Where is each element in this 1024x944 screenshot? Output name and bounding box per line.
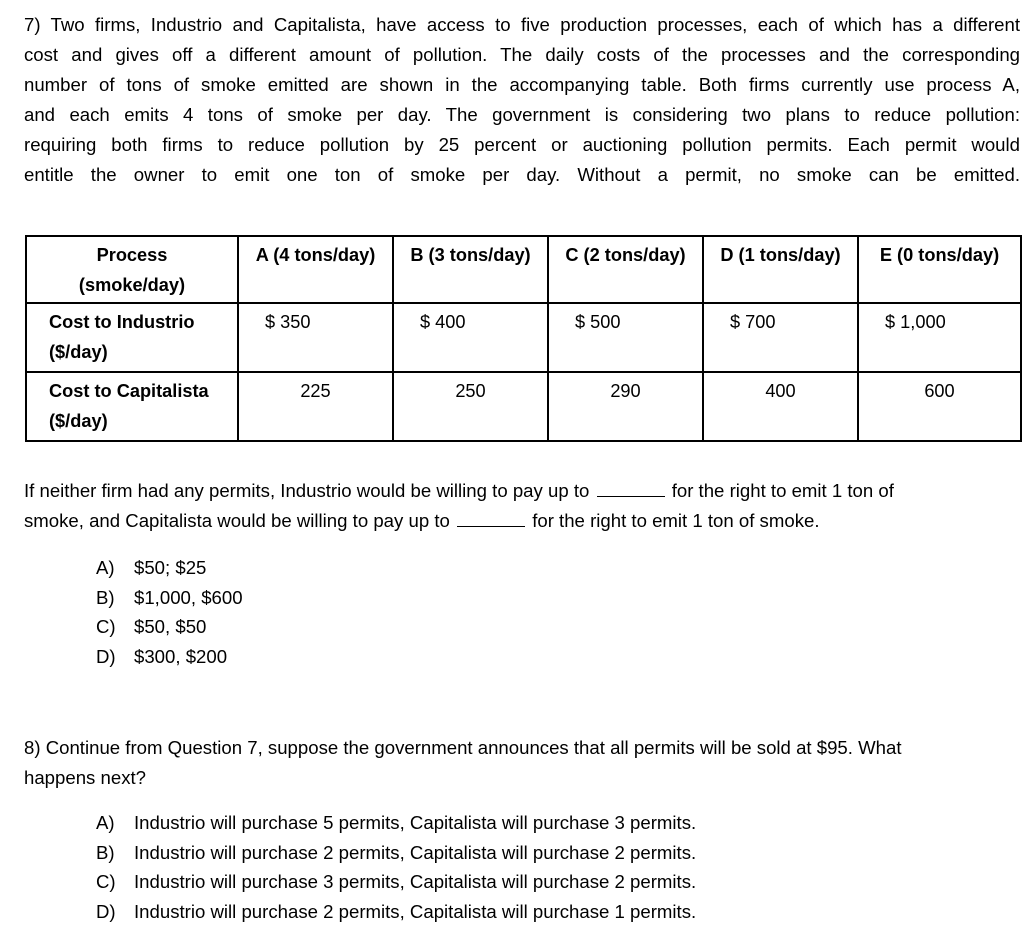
row-label-line1: Cost to Industrio xyxy=(49,312,195,332)
choice-text: Industrio will purchase 5 permits, Capitalista will purchase 3 permits. xyxy=(134,812,697,833)
row-label-line2: ($/day) xyxy=(49,411,108,431)
answer-blank xyxy=(597,478,665,497)
table-header-cell: C (2 tons/day) xyxy=(548,236,703,303)
table-header-cell: B (3 tons/day) xyxy=(393,236,548,303)
choice-text: Industrio will purchase 2 permits, Capitalista will purchase 2 permits. xyxy=(134,841,697,863)
header-label-line2: (smoke/day) xyxy=(78,275,186,295)
question-text: happens next? xyxy=(24,767,146,788)
process-cost-table xyxy=(25,235,1022,442)
question-text: for the right to emit 1 ton of xyxy=(671,480,894,501)
choice-c xyxy=(96,612,243,642)
choice-a xyxy=(96,808,696,838)
table-cell: $ 1,000 xyxy=(858,303,1021,372)
table-cell: $ 500 xyxy=(548,303,703,372)
choice-text: $50; $25 xyxy=(134,557,207,578)
intro-line: and each emits 4 tons of smoke per day. The government is considering two plans to reduce pollution: xyxy=(24,104,1020,125)
question-8-choices xyxy=(96,808,696,926)
table-header-process xyxy=(26,236,238,303)
table-cell: 225 xyxy=(238,372,393,441)
table-row xyxy=(26,303,1021,372)
table-cell: 600 xyxy=(858,372,1021,441)
intro-line: requiring both firms to reduce pollution by 25 percent or auctioning pollution permits. Each permit would xyxy=(24,134,1020,155)
choice-b xyxy=(96,838,696,868)
choice-text: $50, $50 xyxy=(134,616,207,637)
question-8-prompt xyxy=(24,733,1014,793)
table-header-cell: E (0 tons/day) xyxy=(858,236,1021,303)
question-7-intro xyxy=(24,10,1020,190)
choice-d xyxy=(96,897,696,927)
answer-blank xyxy=(457,508,525,527)
table-header-cell: D (1 tons/day) xyxy=(703,236,858,303)
table-cell: 250 xyxy=(393,372,548,441)
choice-text: $300, $200 xyxy=(134,645,228,667)
row-label-line1: Cost to Capitalista xyxy=(49,381,209,401)
table-cell: $ 350 xyxy=(238,303,393,372)
choice-letter: C) xyxy=(96,871,116,892)
choice-text: $1,000, $600 xyxy=(134,586,243,608)
choice-text: Industrio will purchase 3 permits, Capitalista will purchase 2 permits. xyxy=(134,871,697,892)
table-cell: 290 xyxy=(548,372,703,441)
choice-letter: A) xyxy=(96,557,115,578)
choice-letter: B) xyxy=(96,841,115,863)
question-text: 8) Continue from Question 7, suppose the government announces that all permits will be sold at $95. What xyxy=(24,737,902,758)
table-cell: $ 700 xyxy=(703,303,858,372)
choice-c xyxy=(96,867,696,897)
header-label-line1: Process xyxy=(96,245,168,265)
choice-text: Industrio will purchase 2 permits, Capitalista will purchase 1 permits. xyxy=(134,900,697,922)
table-header-cell: A (4 tons/day) xyxy=(238,236,393,303)
choice-letter: A) xyxy=(96,812,115,833)
question-7-choices xyxy=(96,553,243,671)
question-7-prompt xyxy=(24,476,1004,536)
row-label-industrio xyxy=(26,303,238,372)
question-text: If neither firm had any permits, Industrio would be willing to pay up to xyxy=(24,480,590,501)
intro-line: cost and gives off a different amount of pollution. The daily costs of the processes and the corresponding xyxy=(24,44,1020,65)
intro-line: number of tons of smoke emitted are shown in the accompanying table. Both firms currently use process A, xyxy=(24,74,1020,95)
table-cell: 400 xyxy=(703,372,858,441)
table-cell: $ 400 xyxy=(393,303,548,372)
choice-d xyxy=(96,642,243,672)
table-header-row xyxy=(26,236,1021,303)
row-label-line2: ($/day) xyxy=(49,342,108,362)
question-text: smoke, and Capitalista would be willing to pay up to xyxy=(24,510,450,531)
choice-letter: D) xyxy=(96,900,116,922)
question-text: for the right to emit 1 ton of smoke. xyxy=(532,510,820,531)
intro-line: 7) Two firms, Industrio and Capitalista, have access to five production processes, each of which has a different xyxy=(24,14,1020,35)
choice-b xyxy=(96,583,243,613)
choice-a xyxy=(96,553,243,583)
table-row xyxy=(26,372,1021,441)
choice-letter: C) xyxy=(96,616,116,637)
choice-letter: B) xyxy=(96,586,115,608)
row-label-capitalista xyxy=(26,372,238,441)
intro-line: entitle the owner to emit one ton of smoke per day. Without a permit, no smoke can be emitted. xyxy=(24,164,1020,185)
choice-letter: D) xyxy=(96,645,116,667)
